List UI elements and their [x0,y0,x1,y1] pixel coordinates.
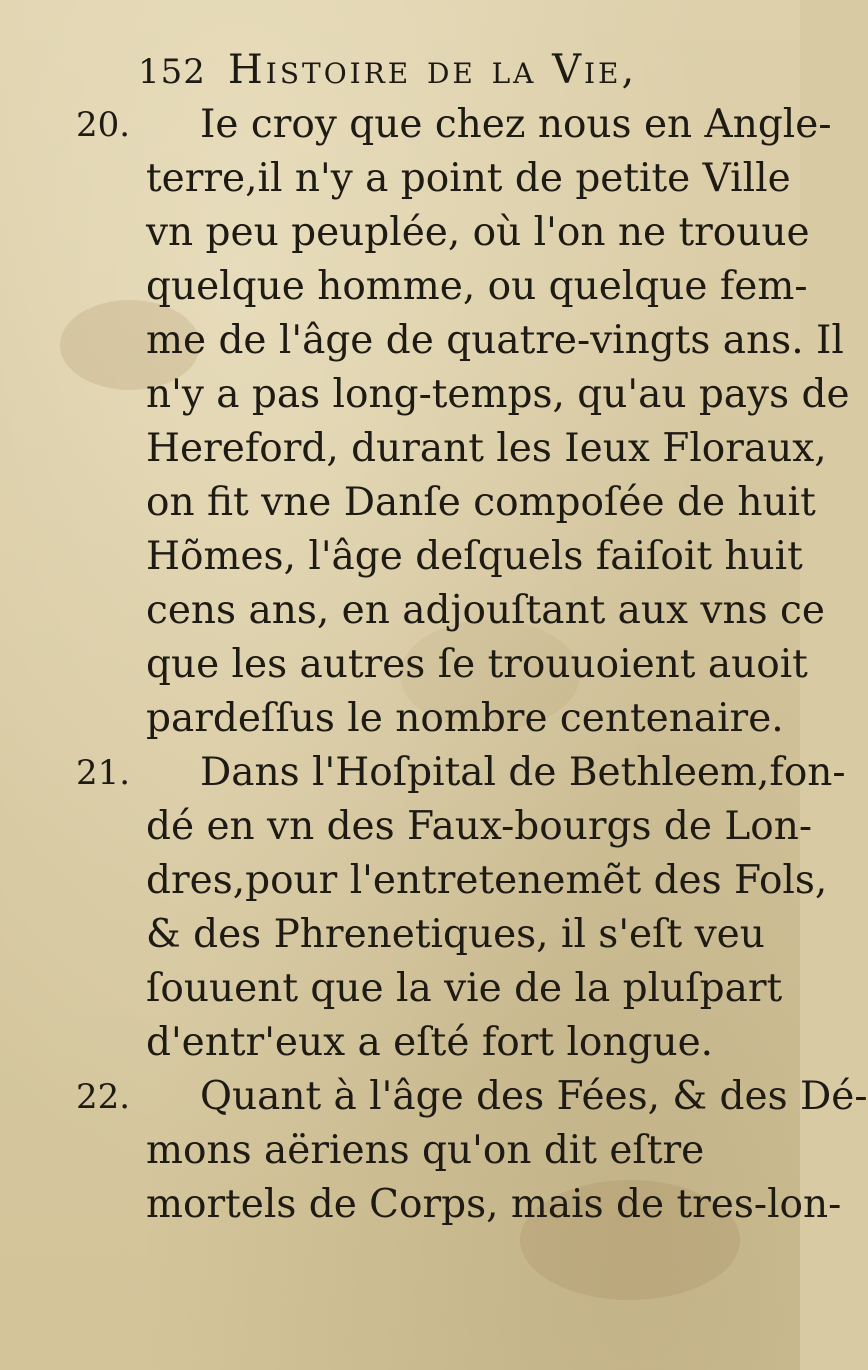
text-line: on fit vne Danſe compoſée de huit [146,480,816,525]
paragraph-number: 22. [76,1077,131,1117]
text-line: & des Phrenetiques, il s'eſt veu [146,912,765,957]
text-line: quelque homme, ou quelque fem- [146,264,808,309]
text-line: mons aëriens qu'on dit eſtre [146,1128,705,1173]
text-line: vn peu peuplée, où l'on ne trouue [146,210,810,255]
text-line: Ie croy que chez nous en Angle- [200,102,832,147]
text-line: Hereford, durant les Ieux Floraux, [146,426,827,471]
page-number: 152 [138,52,206,92]
text-line: pardeſſus le nombre centenaire. [146,696,784,741]
text-line: n'y a pas long-temps, qu'au pays de [146,372,850,417]
running-title: Histoire de la Vie, [227,47,638,93]
text-line: me de l'âge de quatre-vingts ans. Il [146,318,844,363]
text-line: Hõmes, l'âge deſquels faiſoit huit [146,534,803,579]
text-line: cens ans, en adjouſtant aux vns ce [146,588,825,633]
paragraph-number: 20. [76,105,131,145]
text-line: mortels de Corps, mais de tres-lon- [146,1182,842,1227]
text-line: Quant à l'âge des Fées, & des Dé- [200,1074,868,1119]
paragraph-number: 21. [76,753,131,793]
text-line: dres,pour l'entretenemẽt des Fols, [146,858,828,903]
running-header [138,40,738,100]
text-line: dé en vn des Faux-bourgs de Lon- [146,804,813,849]
text-line: d'entr'eux a eſté fort longue. [146,1020,714,1065]
text-line: Dans l'Hoſpital de Bethleem,fon- [200,750,846,795]
text-line: que les autres ſe trouuoient auoit [146,642,808,687]
text-line: terre,il n'y a point de petite Ville [146,156,791,201]
text-line: ſouuent que la vie de la pluſpart [146,966,783,1011]
